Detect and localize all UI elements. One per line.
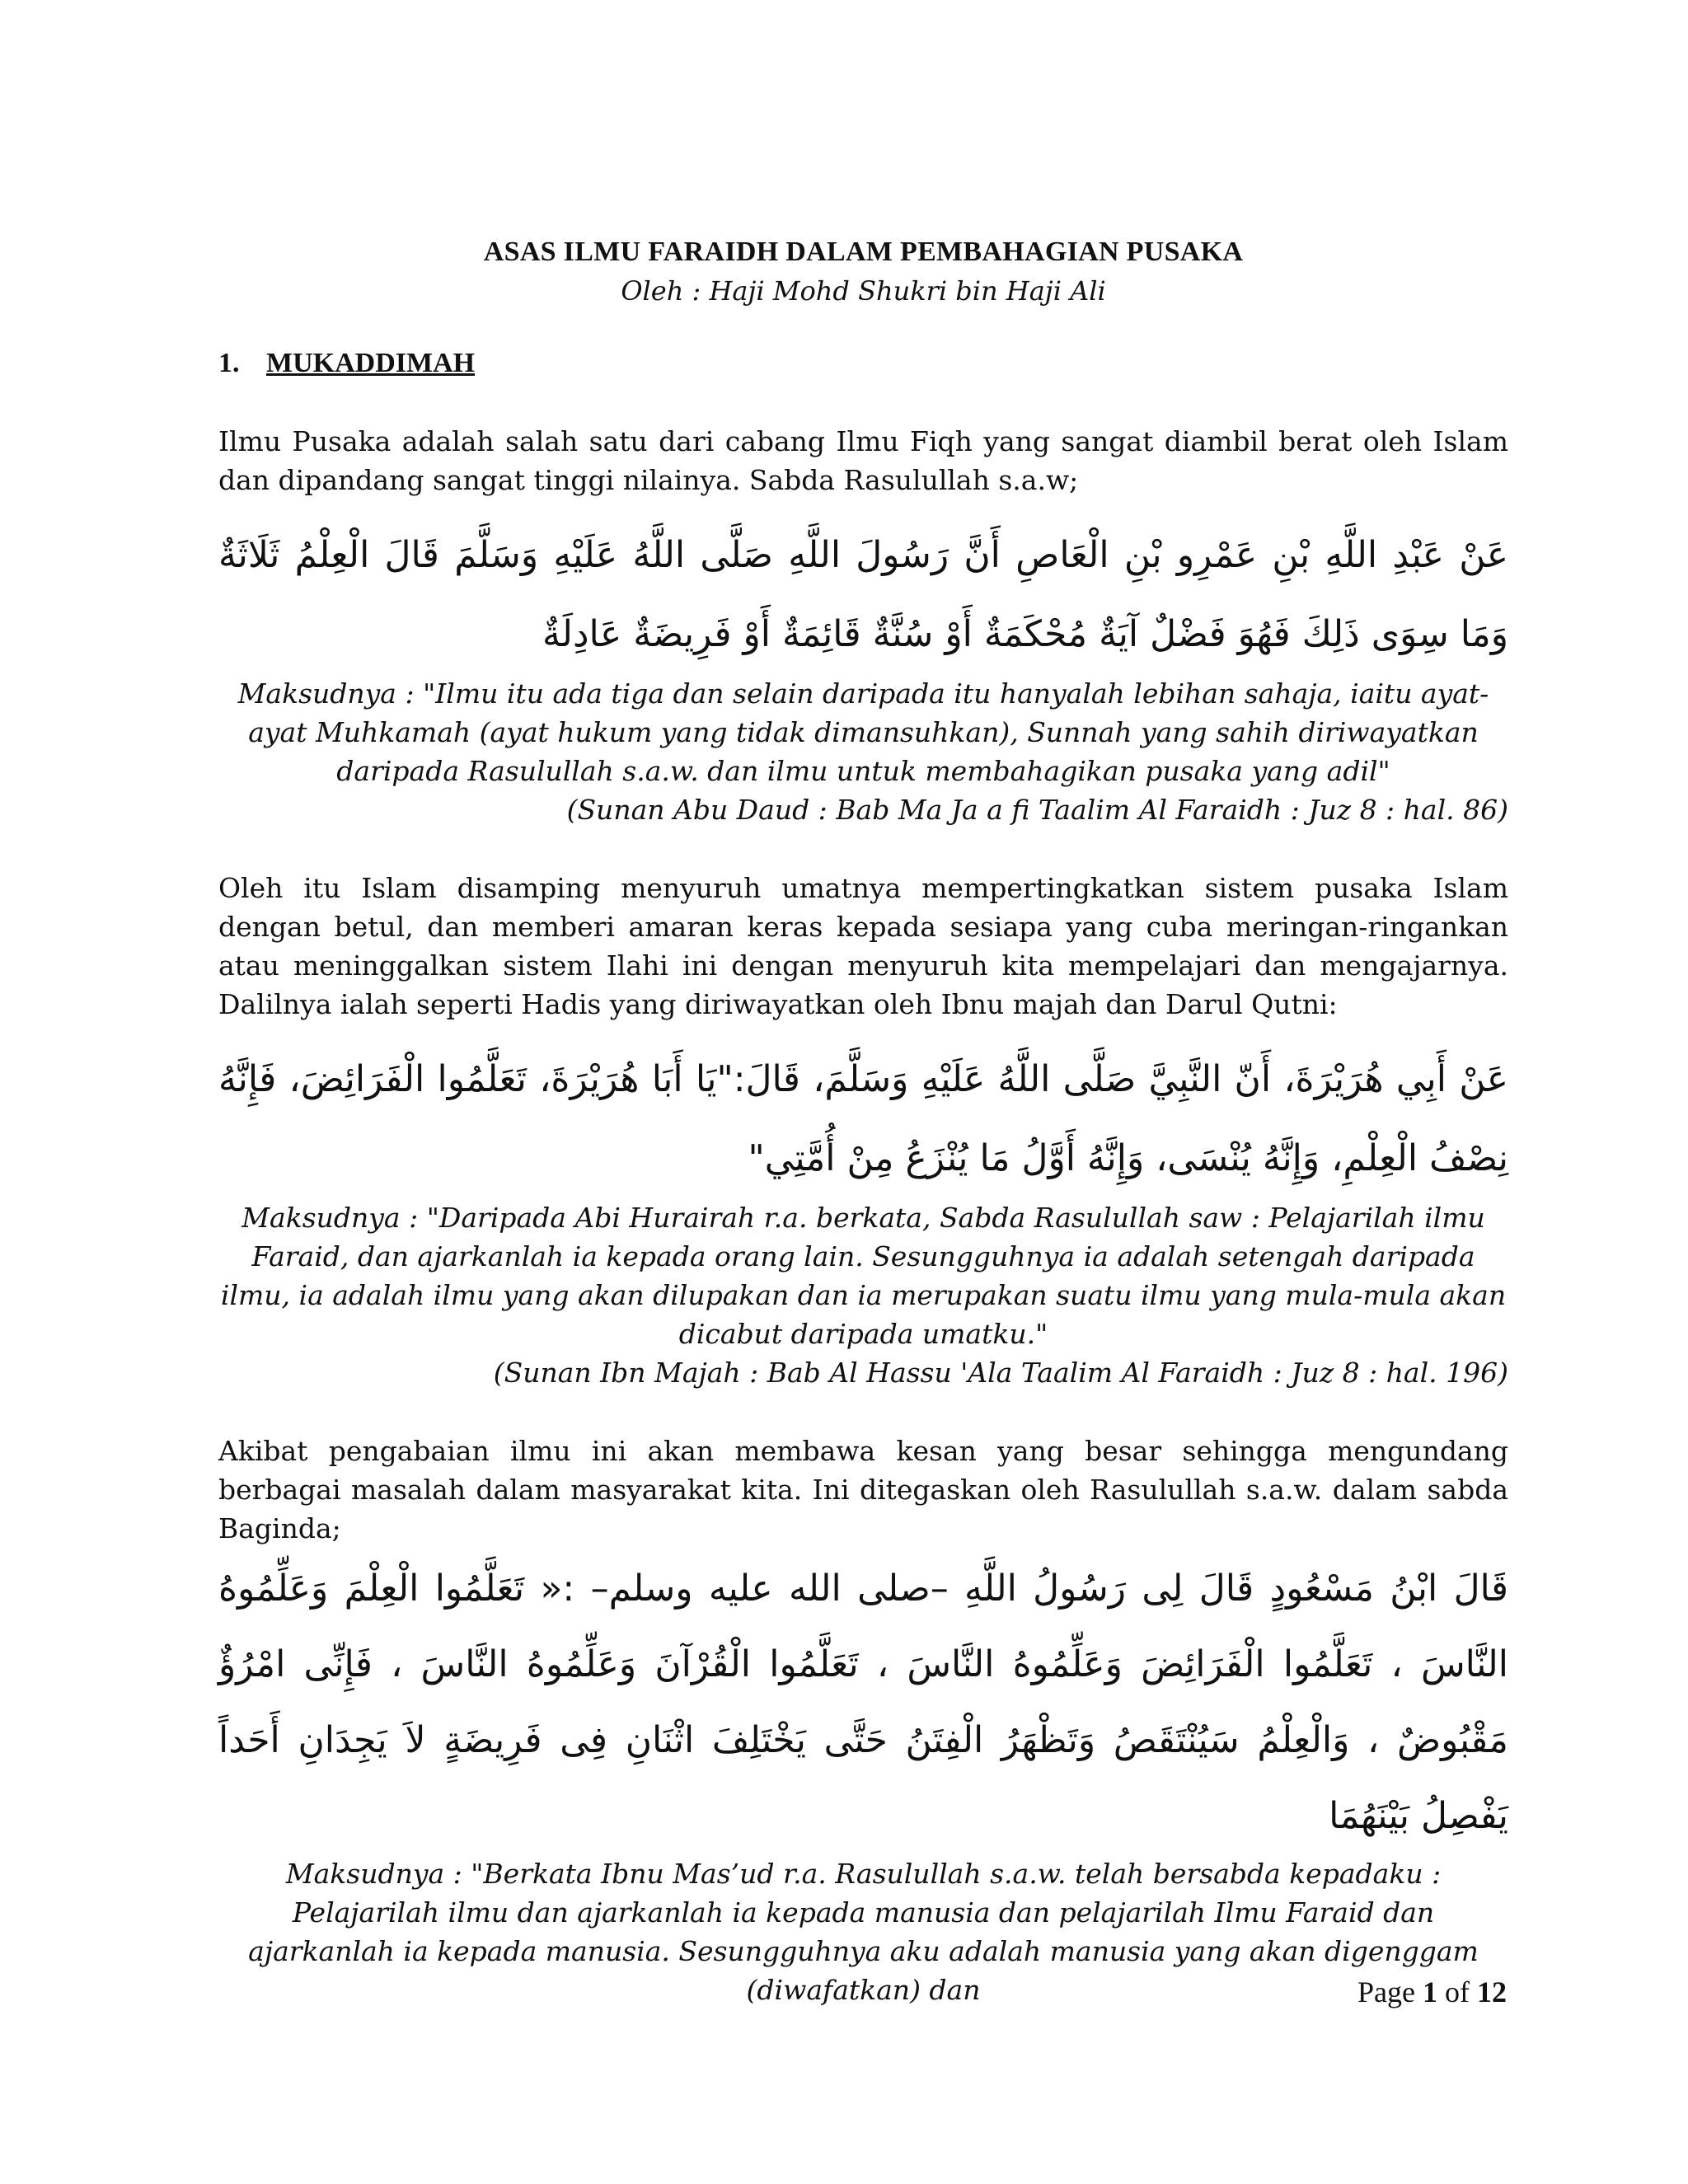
page-label: Page — [1357, 1975, 1415, 2008]
section-title: MUKADDIMAH — [266, 348, 476, 378]
page-total: 12 — [1477, 1975, 1507, 2008]
hadith-arabic-1: عَنْ عَبْدِ اللَّهِ بْنِ عَمْرِو بْنِ الْعَاصِ أَنَّ رَسُولَ اللَّهِ صَلَّى اللَّهُ عَلَيْهِ وَسَلَّمَ قَالَ الْعِلْمُ ثَلَاثَةٌ وَمَا سِوَى ذَلِكَ فَهُوَ فَضْلٌ آيَةٌ مُحْكَمَةٌ أَوْ سُنَّةٌ قَائِمَةٌ أَوْ فَرِيضَةٌ عَادِلَةٌ — [218, 534, 1508, 655]
hadith-arabic-2: عَنْ أَبِي هُرَيْرَةَ، أَنّ النَّبِيَّ صَلَّى اللَّهُ عَلَيْهِ وَسَلَّمَ، قَالَ:"يَا أَبَا هُرَيْرَةَ، تَعَلَّمُوا الْفَرَائِضَ، فَإِنَّهُ نِصْفُ الْعِلْمِ، وَإِنَّهُ يُنْسَى، وَإِنَّهُ أَوَّلُ مَا يُنْزَعُ مِنْ أُمَّتِي" — [218, 1058, 1508, 1179]
hadith-meaning-2: Maksudnya : "Daripada Abi Hurairah r.a. berkata, Sabda Rasulullah saw : Pelajarilah ilmu Faraid, dan ajarkanlah ia kepada orang lain. Sesungguhnya ia adalah setengah daripada ilmu, ia adalah ilmu yang akan dilupakan dan ia merupakan suatu ilmu yang mula-mula akan dicabut daripada umatku." — [220, 1202, 1507, 1350]
paragraph-second: Oleh itu Islam disamping menyuruh umatnya mempertingkatkan sistem pusaka Islam dengan betul, dan memberi amaran keras kepada sesiapa yang cuba meringan-ringankan atau meninggalkan sistem Ilahi ini dengan menyuruh kita mempelajari dan mengajarnya. Dalilnya ialah seperti Hadis yang diriwayatkan oleh Ibnu majah dan Darul Qutni: — [218, 872, 1508, 1020]
paragraph-intro: Ilmu Pusaka adalah salah satu dari cabang Ilmu Fiqh yang sangat diambil berat oleh Islam dan dipandang sangat tinggi nilainya. Sabda Rasulullah s.a.w; — [218, 425, 1508, 496]
section-heading — [218, 344, 1508, 382]
hadith-source-1: (Sunan Abu Daud : Bab Ma Ja a fi Taalim Al Faraidh : Juz 8 : hal. 86) — [566, 794, 1508, 826]
page-of-label: of — [1445, 1975, 1470, 2008]
page-footer — [1357, 1975, 1507, 2009]
paragraph-third: Akibat pengabaian ilmu ini akan membawa kesan yang besar sehingga mengundang berbagai masalah dalam masyarakat kita. Ini ditegaskan oleh Rasulullah s.a.w. dalam sabda Baginda; — [218, 1435, 1508, 1544]
document-author: Oleh : Haji Mohd Shukri bin Haji Ali — [621, 275, 1106, 307]
hadith-source-2: (Sunan Ibn Majah : Bab Al Hassu 'Ala Taalim Al Faraidh : Juz 8 : hal. 196) — [493, 1357, 1508, 1389]
document-title: ASAS ILMU FARAIDH DALAM PEMBAHAGIAN PUSAKA — [483, 237, 1244, 267]
page-number: 1 — [1423, 1975, 1437, 2008]
hadith-meaning-3: Maksudnya : "Berkata Ibnu Mas’ud r.a. Rasulullah s.a.w. telah bersabda kepadaku : Pelajarilah ilmu dan ajarkanlah ia kepada manusia dan pelajarilah Ilmu Faraid dan ajarkanlah ia kepada manusia. Sesungguhnya aku adalah manusia yang akan digenggam (diwafatkan) dan — [248, 1858, 1479, 2006]
section-number: 1. — [218, 348, 240, 378]
hadith-arabic-3: قَالَ ابْنُ مَسْعُودٍ قَالَ لِى رَسُولُ اللَّهِ –صلى الله عليه وسلم– :« تَعَلَّمُوا الْعِلْمَ وَعَلِّمُوهُ النَّاسَ ، تَعَلَّمُوا الْفَرَائِضَ وَعَلِّمُوهُ النَّاسَ ، تَعَلَّمُوا الْقُرْآنَ وَعَلِّمُوهُ النَّاسَ ، فَإِنِّى امْرُؤٌ مَقْبُوضٌ ، وَالْعِلْمُ سَيُنْتَقَصُ وَتَظْهَرُ الْفِتَنُ حَتَّى يَخْتَلِفَ اثْنَانِ فِى فَرِيضَةٍ لاَ يَجِدَانِ أَحَداً يَفْصِلُ بَيْنَهُمَا — [218, 1568, 1508, 1837]
hadith-meaning-1: Maksudnya : "Ilmu itu ada tiga dan selain daripada itu hanyalah lebihan sahaja, iaitu ayat-ayat Muhkamah (ayat hukum yang tidak dimansuhkan), Sunnah yang sahih diriwayatkan daripada Rasulullah s.a.w. dan ilmu untuk membahagikan pusaka yang adil" — [237, 677, 1489, 787]
